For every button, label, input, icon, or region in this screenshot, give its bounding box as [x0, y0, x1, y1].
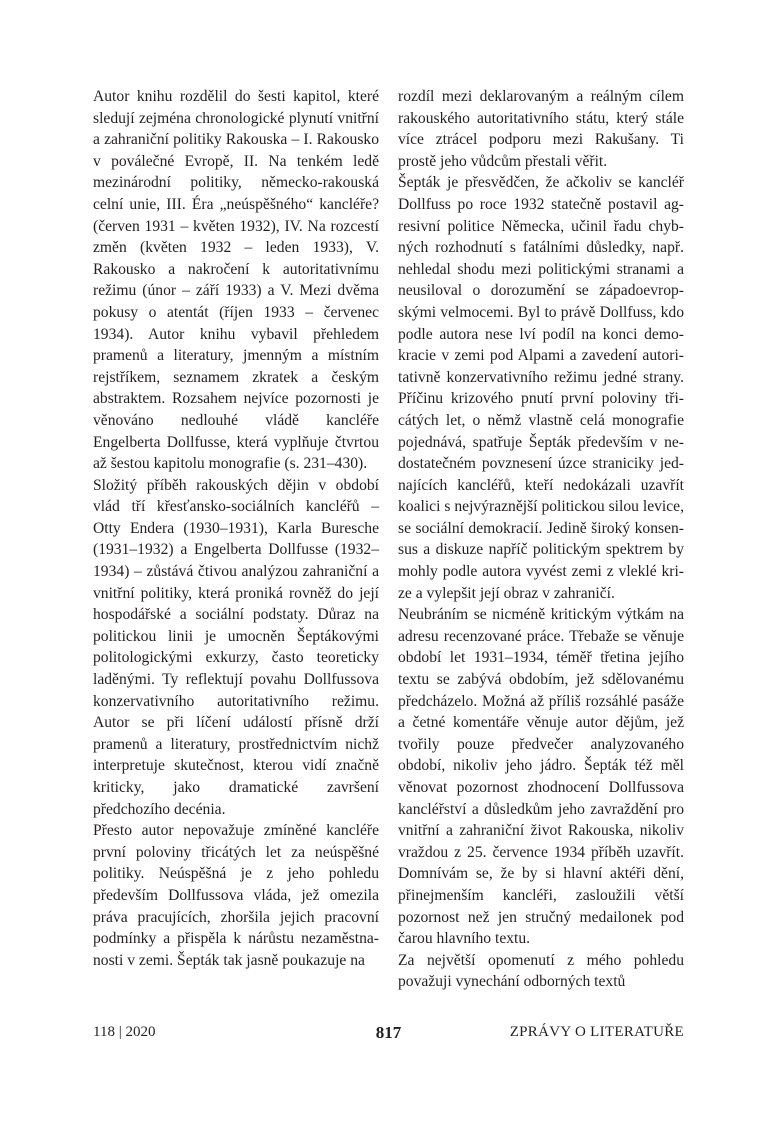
paragraph: Přesto autor nepovažuje zmíněné kancléře první poloviny třicátých let za neúspěšné politiky. Neúspěšná je z jeho pohledu především Dollfussova vláda, jež omezila práva pracujících, zhoršila jejich pracovní podmínky a přispěla k nárůstu nezaměstnanosti v zemi. Šepták tak jasně poukazuje na	[93, 822, 379, 969]
paragraph: rozdíl mezi deklarovaným a reálným cílem rakouského autoritativního státu, který stále více ztrácel podporu mezi Rakušany. Ti prostě jeho vůdcům přestali věřit.	[398, 88, 684, 170]
page-number: 817	[375, 1023, 402, 1042]
right-text-column	[398, 86, 684, 993]
paragraph: Složitý příběh rakouských dějin v období vlád tří křesťansko-sociálních kancléřů – Otty Endera (1930–1931), Karla Buresche (1931–1932) a Engelberta Dollfusse (1932–1934) – zůstává čtivou analýzou zahraniční a vnitřní politiky, která proniká rovněž do její hospodářské a sociální podstaty. Důraz na politickou linii je umocněn Šeptákovými politologickými exkurzy, často teoreticky laděnými. Ty reflektují povahu Dollfussova konzervativního autoritativního režimu. Autor se při líčení událostí přísně drží pramenů a literatury, prostřednictvím nichž interpretuje skutečnost, kterou vidí značně kriticky, jako dramatické završení předchozího decénia.	[93, 476, 379, 818]
paragraph: Neubráním se nicméně kritickým výtkám na adresu recenzované práce. Třebaže se věnuje období let 1931–1934, téměř třetina jejího textu se zabývá obdobím, jež sdělovanému předcházelo. Možná až příliš rozsáhlé pasáže a četné komentáře věnuje autor dějům, jež tvořily pouze předvečer analyzovaného období, nikoliv jeho jádro. Šepták též měl věnovat pozornost zhodnocení Dollfussova kancléřství a důsledkům jeho zavraždění pro vnitřní a zahraniční život Rakouska, nikoliv vraždou z 25. července 1934 příběh uzavřít. Domnívám se, že by si hlavní aktéři dění, přinejmenším kancléři, zasloužili větší pozornost než jen stručný medailonek pod čarou hlavního textu.	[398, 606, 684, 948]
paragraph: Autor knihu rozdělil do šesti kapitol, které sledují zejména chronologické plynutí vnitřní a zahraniční politiky Rakouska – I. Rakousko v poválečné Evropě, II. Na tenkém ledě mezinárodní politiky, německo-rakouská celní unie, III. Éra „neúspěšného“ kancléře? (červen 1931 – květen 1932), IV. Na rozcestí změn (květen 1932 – leden 1933), V. Rakousko a nakročení k autoritativnímu režimu (únor – září 1933) a V. Mezi dvěma pokusy o atentát (říjen 1933 – červenec 1934). Autor knihu vybavil přehledem pramenů a literatury, jmenným a místním rejstříkem, seznamem zkratek a českým abstraktem. Rozsahem nejvíce pozornosti je věnováno nedlouhé vládě kancléře Engelberta Dollfusse, která vyplňuje čtvrtou až šestou kapitolu monografie (s. 231–430).	[93, 88, 379, 473]
journal-title: ZPRÁVY O LITERATUŘE	[509, 1024, 684, 1040]
paragraph: Šepták je přesvědčen, že ačkoliv se kancléř Dollfuss po roce 1932 statečně postavil agresivní politice Německa, učinil řadu chybných rozhodnutí s fatálními důsledky, např. nehledal shodu mezi politickými stranami a neusiloval o dorozumění se západoevropskými velmocemi. Byl to právě Dollfuss, kdo podle autora nese lví podíl na konci demokracie v zemi pod Alpami a zavedení autoritativně konzervativního režimu jedné strany. Příčinu krizového pnutí první poloviny třicátých let, o němž vlastně celá monografie pojednává, spatřuje Šepták především v nedostatečném povznesení úzce straniciky jednajících kancléřů, kteří nedokázali uzavřít koalici s nejvýraznější politickou silou levice, se sociální demokracií. Jedině široký konsensus a diskuze napříč politickým spektrem by mohly podle autora vyvést zemi z vleklé krize a vylepšit její obraz v zahraničí.	[398, 174, 684, 602]
left-text-column	[93, 86, 379, 971]
issue-number: 118 | 2020	[93, 1024, 156, 1040]
paragraph: Za největší opomenutí z mého pohledu považuji vynechání odborných textů	[398, 951, 684, 991]
page-footer	[93, 1024, 684, 1048]
